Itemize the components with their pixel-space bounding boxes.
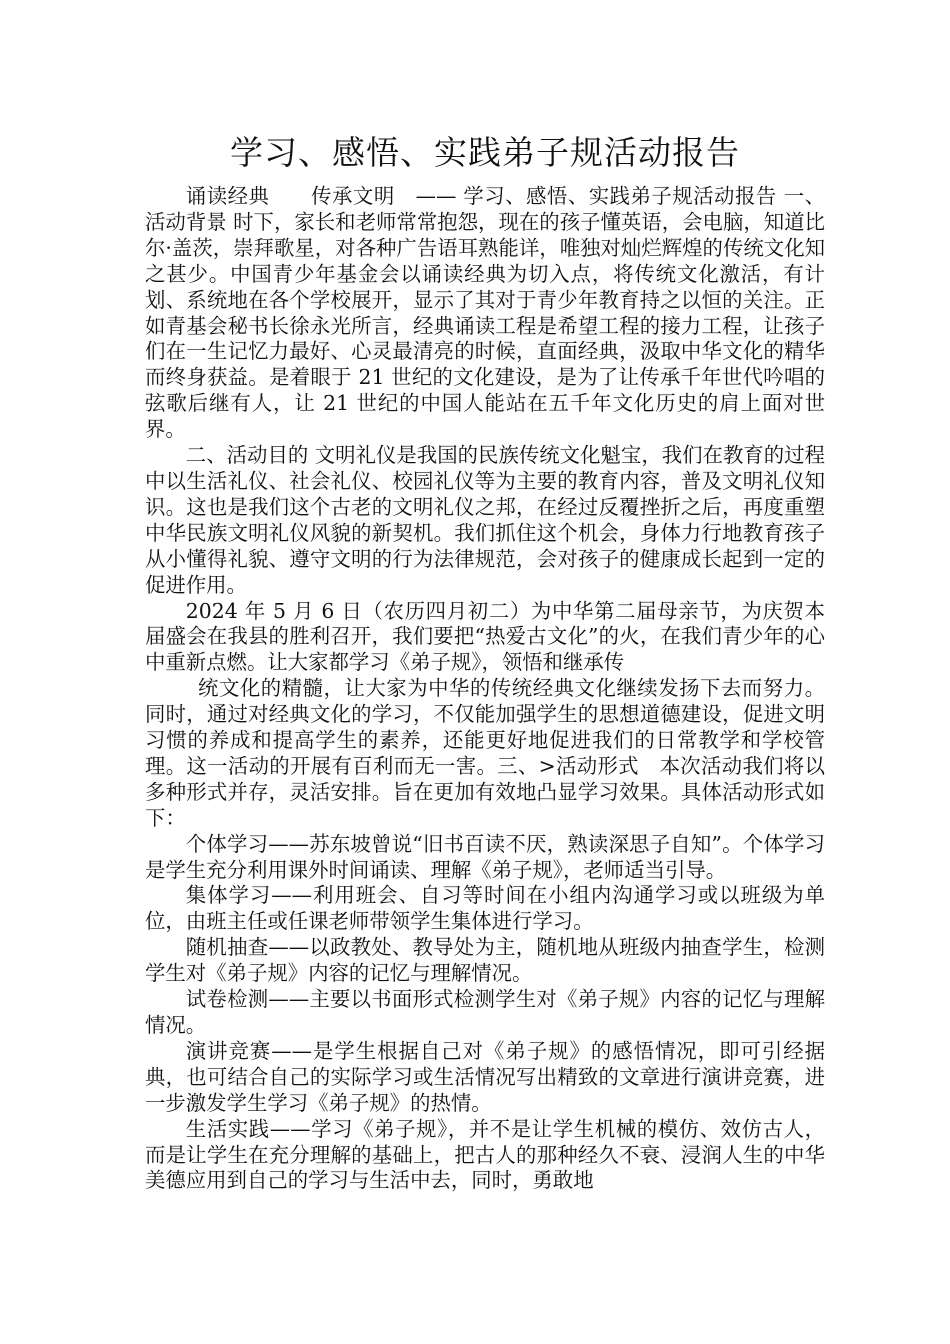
paragraph-background: 诵读经典 传承文明 —— 学习、感悟、实践弟子规活动报告 一、活动背景 时下，家长和老师常常抱怨，现在的孩子懂英语，会电脑，知道比尔·盖茨，崇拜歌星，对各种广告语耳熟能详，唯独对灿烂辉煌的传统文化知之甚少。中国青少年基金会以诵读经典为切入点，将传统文化激活，有计划、系统地在各个学校展开，显示了其对于青少年教育持之以恒的关注。正如青基会秘书长徐永光所言，经典诵读工程是希望工程的接力工程，让孩子们在一生记忆力最好、心灵最清亮的时候，直面经典，汲取中华文化的精华而终身获益。是着眼于 21 世纪的文化建设，是为了让传承千年世代吟唱的弦歌后继有人，让 21 世纪的中国人能站在五千年文化历史的肩上面对世界。	[145, 184, 825, 442]
paragraph-random-check: 随机抽查——以政教处、教导处为主，随机地从班级内抽查学生，检测学生对《弟子规》内容的记忆与理解情况。	[145, 935, 825, 986]
paragraph-continuation: 统文化的精髓，让大家为中华的传统经典文化继续发扬下去而努力。同时，通过对经典文化的学习，不仅能加强学生的思想道德建设，促进文明习惯的养成和提高学生的素养，还能更好地促进我们的日常教学和学校管理。这一活动的开展有百利而无一害。三、>活动形式 本次活动我们将以多种形式并存，灵活安排。旨在更加有效地凸显学习效果。具体活动形式如下：	[145, 676, 825, 830]
paragraph-speech-contest: 演讲竞赛——是学生根据自己对《弟子规》的感悟情况，即可引经据典，也可结合自己的实际学习或生活情况写出精致的文章进行演讲竞赛，进一步激发学生学习《弟子规》的热情。	[145, 1038, 825, 1115]
paragraph-exam-check: 试卷检测——主要以书面形式检测学生对《弟子规》内容的记忆与理解情况。	[145, 987, 825, 1037]
document-page	[145, 128, 825, 1194]
paragraph-mothers-day: 2024 年 5 月 6 日（农历四月初二）为中华第二届母亲节，为庆贺本届盛会在我县的胜利召开，我们要把“热爱古文化”的火，在我们青少年的心中重新点燃。让大家都学习《弟子规》，领悟和继承传	[145, 598, 825, 675]
document-title: 学习、感悟、实践弟子规活动报告	[230, 133, 740, 172]
paragraph-purpose: 二、活动目的 文明礼仪是我国的民族传统文化魁宝，我们在教育的过程中以生活礼仪、社会礼仪、校园礼仪等为主要的教育内容，普及文明礼仪知识。这也是我们这个古老的文明礼仪之邦，在经过反覆挫折之后，再度重塑中华民族文明礼仪风貌的新契机。我们抓住这个机会，身体力行地教育孩子从小懂得礼貌、遵守文明的行为法律规范，会对孩子的健康成长起到一定的促进作用。	[145, 443, 825, 597]
paragraph-group-study: 集体学习——利用班会、自习等时间在小组内沟通学习或以班级为单位，由班主任或任课老师带领学生集体进行学习。	[145, 883, 825, 934]
paragraph-life-practice: 生活实践——学习《弟子规》，并不是让学生机械的模仿、效仿古人，而是让学生在充分理解的基础上，把古人的那种经久不衰、浸润人生的中华美德应用到自己的学习与生活中去，同时，勇敢地	[145, 1116, 826, 1193]
paragraph-individual-study: 个体学习——苏东坡曾说“旧书百读不厌，熟读深思子自知”。个体学习是学生充分利用课外时间诵读、理解《弟子规》，老师适当引导。	[145, 831, 825, 882]
